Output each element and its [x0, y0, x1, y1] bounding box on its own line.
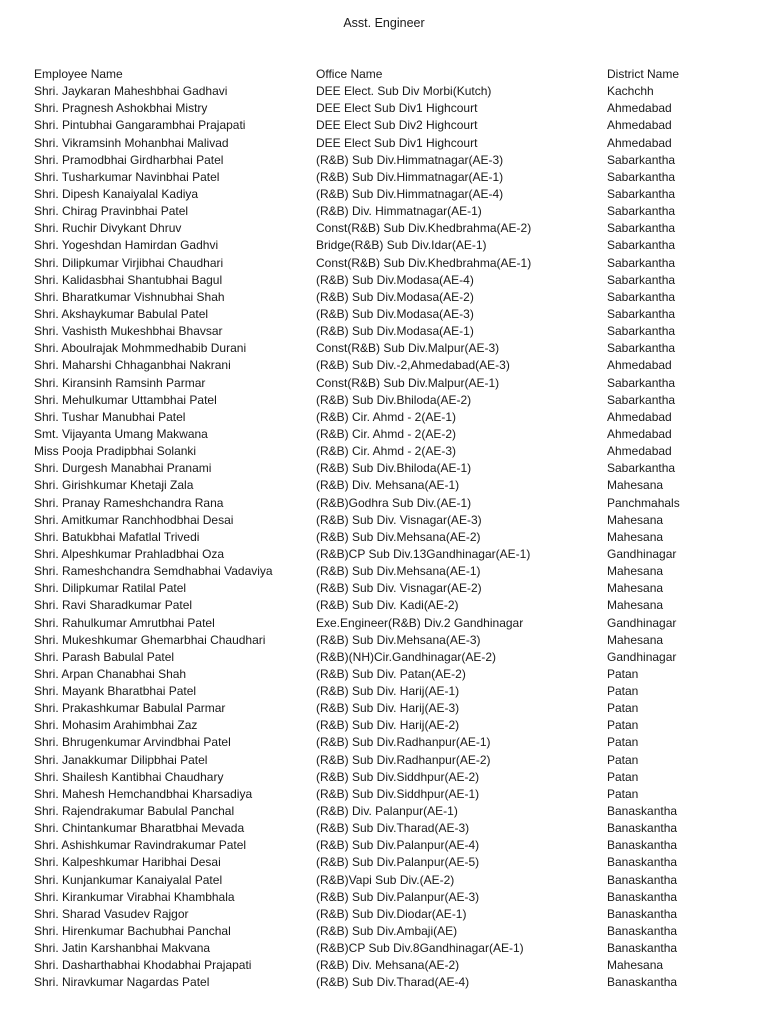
table-row — [34, 169, 754, 186]
table-row — [34, 495, 754, 512]
employee-name-cell: Shri. Aboulrajak Mohmmedhabib Durani — [34, 341, 247, 356]
employee-name-cell: Shri. Mukeshkumar Ghemarbhai Chaudhari — [34, 632, 266, 647]
table-row — [34, 632, 754, 649]
district-name-cell: Banaskantha — [607, 804, 678, 819]
table-row — [34, 889, 754, 906]
district-name-cell: Banaskantha — [607, 855, 678, 870]
employee-name-cell: Shri. Yogeshdan Hamirdan Gadhvi — [34, 238, 219, 253]
office-name-cell: Const(R&B) Sub Div.Khedbrahma(AE-2) — [316, 221, 532, 236]
district-name-cell: Ahmedabad — [607, 358, 672, 373]
district-name-cell: Sabarkantha — [607, 272, 676, 287]
office-name-cell: (R&B) Sub Div.Modasa(AE-3) — [316, 306, 474, 321]
office-name-cell: (R&B)Vapi Sub Div.(AE-2) — [316, 872, 455, 887]
office-name-cell: (R&B) Cir. Ahmd - 2(AE-3) — [316, 444, 457, 459]
employee-name-cell: Shri. Dipesh Kanaiyalal Kadiya — [34, 186, 199, 201]
district-name-cell: Patan — [607, 786, 639, 801]
district-name-cell: Gandhinagar — [607, 615, 677, 630]
employee-name-cell: Shri. Chirag Pravinbhai Patel — [34, 204, 189, 219]
employee-name-cell: Shri. Jaykaran Maheshbhai Gadhavi — [34, 84, 228, 99]
office-name-cell: (R&B) Sub Div.Palanpur(AE-4) — [316, 838, 480, 853]
district-name-cell: Sabarkantha — [607, 461, 676, 476]
district-name-cell: Patan — [607, 735, 639, 750]
employee-name-cell: Miss Pooja Pradipbhai Solanki — [34, 444, 197, 459]
office-name-cell: (R&B) Sub Div.Diodar(AE-1) — [316, 906, 467, 921]
table-row — [34, 117, 754, 134]
district-name-cell: Banaskantha — [607, 889, 678, 904]
table-row — [34, 649, 754, 666]
employee-name-cell: Shri. Hirenkumar Bachubhai Panchal — [34, 924, 231, 939]
office-name-cell: Const(R&B) Sub Div.Malpur(AE-3) — [316, 341, 500, 356]
office-name-cell: DEE Elect Sub Div2 Highcourt — [316, 118, 478, 133]
employee-name-cell: Shri. Pramodbhai Girdharbhai Patel — [34, 152, 224, 167]
employee-name-cell: Shri. Sharad Vasudev Rajgor — [34, 906, 189, 921]
employee-name-cell: Shri. Kiransinh Ramsinh Parmar — [34, 375, 206, 390]
district-name-cell: Sabarkantha — [607, 306, 676, 321]
employee-name-cell: Shri. Dasharthabhai Khodabhai Prajapati — [34, 958, 252, 973]
table-row — [34, 786, 754, 803]
office-name-cell: (R&B)Godhra Sub Div.(AE-1) — [316, 495, 472, 510]
table-row — [34, 854, 754, 871]
office-name-cell: (R&B)(NH)Cir.Gandhinagar(AE-2) — [316, 649, 497, 664]
employee-name-cell: Shri. Ruchir Divykant Dhruv — [34, 221, 182, 236]
table-row — [34, 443, 754, 460]
district-name-cell: Banaskantha — [607, 838, 678, 853]
table-row — [34, 597, 754, 614]
district-name-cell: Sabarkantha — [607, 255, 676, 270]
district-name-cell: Mahesana — [607, 564, 664, 579]
office-name-cell: (R&B) Sub Div.Bhiloda(AE-1) — [316, 461, 472, 476]
table-row — [34, 820, 754, 837]
employee-name-cell: Shri. Batukbhai Mafatlal Trivedi — [34, 529, 200, 544]
office-name-cell: (R&B) Sub Div. Patan(AE-2) — [316, 666, 466, 681]
district-name-cell: Mahesana — [607, 581, 664, 596]
district-name-cell: Sabarkantha — [607, 392, 676, 407]
district-name-cell: Patan — [607, 752, 639, 767]
district-name-cell: Mahesana — [607, 598, 664, 613]
employee-name-cell: Shri. Arpan Chanabhai Shah — [34, 666, 187, 681]
district-name-cell: Ahmedabad — [607, 118, 672, 133]
office-name-cell: (R&B)CP Sub Div.13Gandhinagar(AE-1) — [316, 546, 531, 561]
district-name-cell: Mahesana — [607, 632, 664, 647]
table-row — [34, 512, 754, 529]
district-name-cell: Mahesana — [607, 958, 664, 973]
employee-name-cell: Smt. Vijayanta Umang Makwana — [34, 426, 208, 441]
table-row — [34, 940, 754, 957]
table-row — [34, 409, 754, 426]
office-name-cell: (R&B) Sub Div. Visnagar(AE-3) — [316, 512, 482, 527]
office-name-cell: (R&B) Sub Div.Siddhpur(AE-1) — [316, 786, 480, 801]
office-name-cell: Const(R&B) Sub Div.Khedbrahma(AE-1) — [316, 255, 532, 270]
office-name-cell: (R&B) Sub Div.Himmatnagar(AE-1) — [316, 169, 504, 184]
district-name-cell: Sabarkantha — [607, 169, 676, 184]
table-row — [34, 83, 754, 100]
page-title: Asst. Engineer — [343, 16, 425, 30]
office-name-cell: (R&B) Sub Div. Harij(AE-2) — [316, 718, 460, 733]
table-row — [34, 563, 754, 580]
table-row — [34, 357, 754, 374]
office-name-cell: (R&B) Sub Div.Mehsana(AE-3) — [316, 632, 481, 647]
table-row — [34, 615, 754, 632]
column-header-employee-name: Employee Name — [34, 67, 123, 81]
employee-name-cell: Shri. Tushar Manubhai Patel — [34, 409, 186, 424]
employee-name-cell: Shri. Kalpeshkumar Haribhai Desai — [34, 855, 221, 870]
employee-name-cell: Shri. Ravi Sharadkumar Patel — [34, 598, 193, 613]
district-name-cell: Ahmedabad — [607, 426, 672, 441]
office-name-cell: (R&B) Cir. Ahmd - 2(AE-1) — [316, 409, 457, 424]
office-name-cell: (R&B) Sub Div. Harij(AE-1) — [316, 684, 460, 699]
district-name-cell: Ahmedabad — [607, 135, 672, 150]
district-name-cell: Banaskantha — [607, 872, 678, 887]
employee-name-cell: Shri. Shailesh Kantibhai Chaudhary — [34, 769, 224, 784]
district-name-cell: Patan — [607, 684, 639, 699]
table-row — [34, 734, 754, 751]
district-name-cell: Patan — [607, 769, 639, 784]
table-row — [34, 477, 754, 494]
employee-name-cell: Shri. Rahulkumar Amrutbhai Patel — [34, 615, 215, 630]
office-name-cell: (R&B) Sub Div.Himmatnagar(AE-4) — [316, 186, 504, 201]
employee-name-cell: Shri. Vikramsinh Mohanbhai Malivad — [34, 135, 229, 150]
office-name-cell: (R&B) Sub Div.Bhiloda(AE-2) — [316, 392, 472, 407]
office-name-cell: (R&B) Sub Div.Mehsana(AE-2) — [316, 529, 481, 544]
employee-name-cell: Shri. Dilipkumar Ratilal Patel — [34, 581, 187, 596]
district-name-cell: Ahmedabad — [607, 409, 672, 424]
district-name-cell: Banaskantha — [607, 975, 678, 990]
table-row — [34, 460, 754, 477]
table-row — [34, 306, 754, 323]
employee-name-cell: Shri. Mayank Bharatbhai Patel — [34, 684, 197, 699]
district-name-cell: Mahesana — [607, 478, 664, 493]
office-name-cell: (R&B)CP Sub Div.8Gandhinagar(AE-1) — [316, 941, 524, 956]
employee-name-cell: Shri. Kirankumar Virabhai Khambhala — [34, 889, 235, 904]
table-row — [34, 923, 754, 940]
employee-name-cell: Shri. Jatin Karshanbhai Makvana — [34, 941, 211, 956]
office-name-cell: (R&B) Sub Div. Harij(AE-3) — [316, 701, 460, 716]
employee-name-cell: Shri. Mehulkumar Uttambhai Patel — [34, 392, 217, 407]
district-name-cell: Banaskantha — [607, 821, 678, 836]
table-row — [34, 872, 754, 889]
table-row — [34, 203, 754, 220]
employee-name-cell: Shri. Kalidasbhai Shantubhai Bagul — [34, 272, 223, 287]
table-row — [34, 375, 754, 392]
office-name-cell: (R&B) Div. Mehsana(AE-1) — [316, 478, 460, 493]
table-row — [34, 700, 754, 717]
table-row — [34, 186, 754, 203]
table-row — [34, 237, 754, 254]
employee-table — [34, 66, 754, 992]
office-name-cell: DEE Elect Sub Div1 Highcourt — [316, 135, 478, 150]
employee-name-cell: Shri. Akshaykumar Babulal Patel — [34, 306, 209, 321]
employee-name-cell: Shri. Janakkumar Dilipbhai Patel — [34, 752, 208, 767]
employee-name-cell: Shri. Durgesh Manabhai Pranami — [34, 461, 212, 476]
table-row — [34, 135, 754, 152]
table-row — [34, 529, 754, 546]
employee-name-cell: Shri. Alpeshkumar Prahladbhai Oza — [34, 546, 225, 561]
district-name-cell: Sabarkantha — [607, 341, 676, 356]
table-row — [34, 717, 754, 734]
employee-name-cell: Shri. Pintubhai Gangarambhai Prajapati — [34, 118, 246, 133]
employee-name-cell: Shri. Prakashkumar Babulal Parmar — [34, 701, 226, 716]
table-row — [34, 974, 754, 991]
district-name-cell: Sabarkantha — [607, 375, 676, 390]
employee-name-cell: Shri. Girishkumar Khetaji Zala — [34, 478, 194, 493]
employee-name-cell: Shri. Pragnesh Ashokbhai Mistry — [34, 101, 208, 116]
employee-name-cell: Shri. Bharatkumar Vishnubhai Shah — [34, 289, 225, 304]
district-name-cell: Banaskantha — [607, 941, 678, 956]
district-name-cell: Kachchh — [607, 84, 654, 99]
office-name-cell: (R&B) Sub Div.Modasa(AE-4) — [316, 272, 474, 287]
employee-name-cell: Shri. Bhrugenkumar Arvindbhai Patel — [34, 735, 231, 750]
district-name-cell: Ahmedabad — [607, 101, 672, 116]
office-name-cell: (R&B) Sub Div. Kadi(AE-2) — [316, 598, 459, 613]
table-row — [34, 289, 754, 306]
district-name-cell: Sabarkantha — [607, 204, 676, 219]
office-name-cell: Exe.Engineer(R&B) Div.2 Gandhinagar — [316, 615, 524, 630]
employee-name-cell: Shri. Maharshi Chhaganbhai Nakrani — [34, 358, 231, 373]
district-name-cell: Banaskantha — [607, 924, 678, 939]
table-row — [34, 426, 754, 443]
office-name-cell: (R&B) Sub Div.Modasa(AE-2) — [316, 289, 474, 304]
table-header — [34, 66, 754, 83]
employee-name-cell: Shri. Vashisth Mukeshbhai Bhavsar — [34, 324, 223, 339]
office-name-cell: (R&B) Sub Div.Tharad(AE-3) — [316, 821, 470, 836]
table-row — [34, 340, 754, 357]
table-row — [34, 255, 754, 272]
district-name-cell: Ahmedabad — [607, 444, 672, 459]
office-name-cell: (R&B) Sub Div.Modasa(AE-1) — [316, 324, 474, 339]
district-name-cell: Mahesana — [607, 512, 664, 527]
employee-name-cell: Shri. Rameshchandra Semdhabhai Vadaviya — [34, 564, 273, 579]
table-row — [34, 580, 754, 597]
employee-name-cell: Shri. Niravkumar Nagardas Patel — [34, 975, 210, 990]
office-name-cell: (R&B) Sub Div. Visnagar(AE-2) — [316, 581, 482, 596]
column-header-district-name: District Name — [607, 67, 680, 81]
column-header-office-name: Office Name — [316, 67, 383, 81]
office-name-cell: (R&B) Sub Div.Palanpur(AE-5) — [316, 855, 480, 870]
table-row — [34, 906, 754, 923]
table-body — [34, 83, 754, 991]
employee-name-cell: Shri. Ashishkumar Ravindrakumar Patel — [34, 838, 247, 853]
district-name-cell: Sabarkantha — [607, 152, 676, 167]
table-row — [34, 272, 754, 289]
office-name-cell: (R&B) Sub Div.Palanpur(AE-3) — [316, 889, 480, 904]
district-name-cell: Gandhinagar — [607, 546, 677, 561]
office-name-cell: (R&B) Div. Himmatnagar(AE-1) — [316, 204, 482, 219]
employee-name-cell: Shri. Mahesh Hemchandbhai Kharsadiya — [34, 786, 253, 801]
office-name-cell: (R&B) Sub Div.Radhanpur(AE-2) — [316, 752, 491, 767]
table-row — [34, 752, 754, 769]
district-name-cell: Patan — [607, 701, 639, 716]
district-name-cell: Sabarkantha — [607, 324, 676, 339]
employee-name-cell: Shri. Amitkumar Ranchhodbhai Desai — [34, 512, 234, 527]
employee-name-cell: Shri. Chintankumar Bharatbhai Mevada — [34, 821, 245, 836]
district-name-cell: Sabarkantha — [607, 238, 676, 253]
table-row — [34, 323, 754, 340]
office-name-cell: Bridge(R&B) Sub Div.Idar(AE-1) — [316, 238, 487, 253]
district-name-cell: Sabarkantha — [607, 221, 676, 236]
office-name-cell: (R&B) Sub Div.-2,Ahmedabad(AE-3) — [316, 358, 510, 373]
table-row — [34, 546, 754, 563]
office-name-cell: (R&B) Sub Div.Mehsana(AE-1) — [316, 564, 481, 579]
office-name-cell: DEE Elect. Sub Div Morbi(Kutch) — [316, 84, 492, 99]
table-row — [34, 769, 754, 786]
table-row — [34, 392, 754, 409]
employee-name-cell: Shri. Mohasim Arahimbhai Zaz — [34, 718, 198, 733]
employee-name-cell: Shri. Kunjankumar Kanaiyalal Patel — [34, 872, 223, 887]
table-row — [34, 803, 754, 820]
district-name-cell: Patan — [607, 666, 639, 681]
office-name-cell: (R&B) Sub Div.Radhanpur(AE-1) — [316, 735, 491, 750]
district-name-cell: Patan — [607, 718, 639, 733]
office-name-cell: (R&B) Div. Mehsana(AE-2) — [316, 958, 460, 973]
office-name-cell: (R&B) Div. Palanpur(AE-1) — [316, 804, 458, 819]
table-row — [34, 957, 754, 974]
office-name-cell: (R&B) Sub Div.Tharad(AE-4) — [316, 975, 470, 990]
office-name-cell: (R&B) Sub Div.Himmatnagar(AE-3) — [316, 152, 504, 167]
office-name-cell: DEE Elect Sub Div1 Highcourt — [316, 101, 478, 116]
employee-name-cell: Shri. Rajendrakumar Babulal Panchal — [34, 804, 235, 819]
employee-name-cell: Shri. Tusharkumar Navinbhai Patel — [34, 169, 220, 184]
district-name-cell: Mahesana — [607, 529, 664, 544]
table-row — [34, 683, 754, 700]
district-name-cell: Sabarkantha — [607, 289, 676, 304]
employee-name-cell: Shri. Pranay Rameshchandra Rana — [34, 495, 224, 510]
table-row — [34, 100, 754, 117]
employee-name-cell: Shri. Parash Babulal Patel — [34, 649, 175, 664]
office-name-cell: Const(R&B) Sub Div.Malpur(AE-1) — [316, 375, 500, 390]
office-name-cell: (R&B) Sub Div.Ambaji(AE) — [316, 924, 458, 939]
office-name-cell: (R&B) Cir. Ahmd - 2(AE-2) — [316, 426, 457, 441]
table-row — [34, 220, 754, 237]
district-name-cell: Panchmahals — [607, 495, 680, 510]
district-name-cell: Banaskantha — [607, 906, 678, 921]
district-name-cell: Gandhinagar — [607, 649, 677, 664]
office-name-cell: (R&B) Sub Div.Siddhpur(AE-2) — [316, 769, 480, 784]
table-row — [34, 152, 754, 169]
table-row — [34, 837, 754, 854]
employee-name-cell: Shri. Dilipkumar Virjibhai Chaudhari — [34, 255, 224, 270]
table-row — [34, 666, 754, 683]
district-name-cell: Sabarkantha — [607, 186, 676, 201]
